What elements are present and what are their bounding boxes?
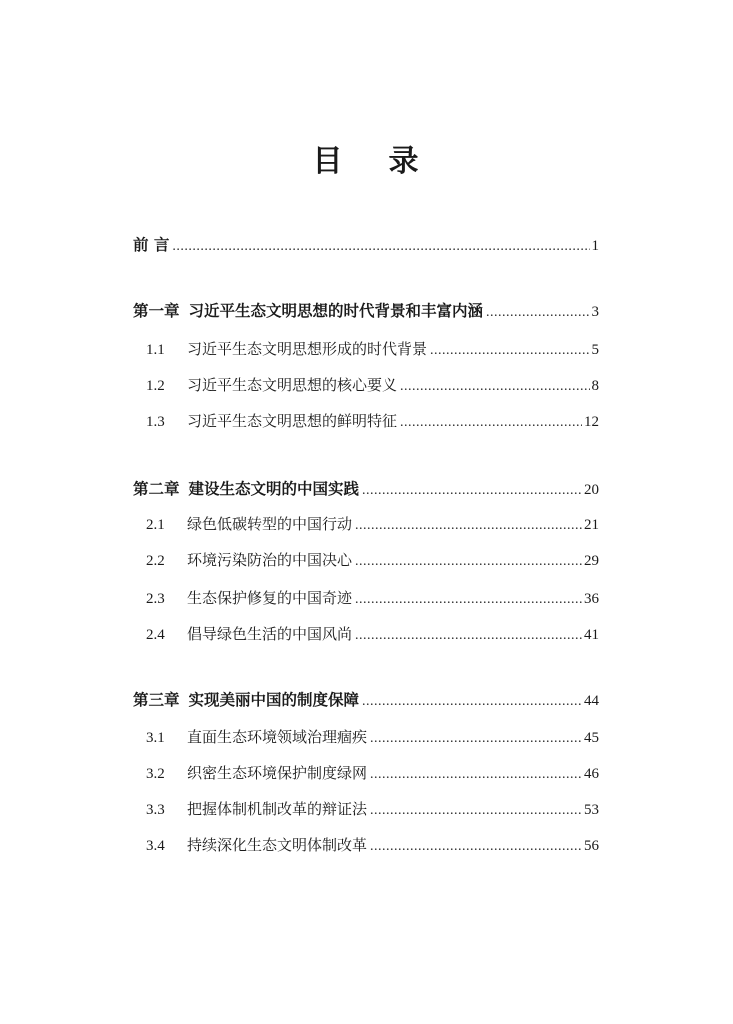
toc-entry-chapter-3[interactable] <box>133 688 599 712</box>
section-title: 习近平生态文明思想形成的时代背景 <box>187 340 428 358</box>
dot-leader <box>370 835 582 859</box>
section-title: 倡导绿色生活的中国风尚 <box>187 625 353 643</box>
section-number: 3.1 <box>146 730 165 746</box>
page-number: 20 <box>584 482 599 498</box>
toc-entry-section-2-2[interactable] <box>146 548 599 572</box>
page-number: 53 <box>584 802 599 818</box>
section-title: 生态保护修复的中国奇迹 <box>187 589 353 607</box>
dot-leader <box>370 799 582 823</box>
dot-leader <box>355 514 582 538</box>
toc-entry-section-1-2[interactable] <box>146 373 599 397</box>
chapter-title: 建设生态文明的中国实践 <box>188 479 360 498</box>
dot-leader <box>400 411 582 435</box>
dot-leader <box>362 690 582 714</box>
toc-entry-section-1-3[interactable] <box>146 409 599 433</box>
section-title: 直面生态环境领域治理痼疾 <box>187 728 368 746</box>
section-title: 习近平生态文明思想的核心要义 <box>187 376 398 394</box>
page-number: 12 <box>584 414 599 430</box>
dot-leader <box>355 550 582 574</box>
section-title: 织密生态环境保护制度绿网 <box>187 764 368 782</box>
toc-entry-section-3-3[interactable] <box>146 797 599 821</box>
section-title: 习近平生态文明思想的鲜明特征 <box>187 412 398 430</box>
section-number: 3.4 <box>146 838 165 854</box>
section-number: 3.2 <box>146 766 165 782</box>
title-char-1: 目 <box>312 144 345 179</box>
dot-leader <box>355 624 582 648</box>
page-number: 3 <box>591 304 599 320</box>
chapter-title: 习近平生态文明思想的时代背景和丰富内涵 <box>188 301 484 320</box>
section-number: 1.2 <box>146 378 165 394</box>
toc-entry-section-3-4[interactable] <box>146 833 599 857</box>
toc-entry-section-2-1[interactable] <box>146 512 599 536</box>
toc-entry-chapter-1[interactable] <box>133 299 599 323</box>
page-number: 45 <box>584 730 599 746</box>
chapter-number: 第一章 <box>133 301 180 320</box>
toc-entry-section-2-3[interactable] <box>146 586 599 610</box>
section-title: 把握体制机制改革的辩证法 <box>187 800 368 818</box>
toc-entry-section-2-4[interactable] <box>146 622 599 646</box>
dot-leader <box>362 479 582 503</box>
page-number: 36 <box>584 591 599 607</box>
dot-leader <box>370 763 582 787</box>
section-title: 绿色低碳转型的中国行动 <box>187 515 353 533</box>
toc-entry-preface[interactable] <box>133 233 599 257</box>
section-number: 2.1 <box>146 517 165 533</box>
page-number: 1 <box>591 238 599 254</box>
preface-label: 前 言 <box>133 235 170 254</box>
dot-leader <box>355 588 582 612</box>
page-number: 5 <box>591 342 599 358</box>
section-number: 2.2 <box>146 553 165 569</box>
page-number: 46 <box>584 766 599 782</box>
section-number: 2.4 <box>146 627 165 643</box>
dot-leader <box>172 235 589 259</box>
chapter-number: 第二章 <box>133 479 180 498</box>
toc-entry-section-3-2[interactable] <box>146 761 599 785</box>
page-number: 56 <box>584 838 599 854</box>
page-number: 44 <box>584 693 599 709</box>
title-char-2: 录 <box>388 144 421 179</box>
section-title: 环境污染防治的中国决心 <box>187 551 353 569</box>
section-title: 持续深化生态文明体制改革 <box>187 836 368 854</box>
page-number: 8 <box>591 378 599 394</box>
page-number: 41 <box>584 627 599 643</box>
chapter-number: 第三章 <box>133 690 180 709</box>
page-number: 21 <box>584 517 599 533</box>
section-number: 1.1 <box>146 342 165 358</box>
toc-entry-section-3-1[interactable] <box>146 725 599 749</box>
dot-leader <box>430 339 589 363</box>
dot-leader <box>400 375 589 399</box>
page-number: 29 <box>584 553 599 569</box>
section-number: 1.3 <box>146 414 165 430</box>
toc-entry-chapter-2[interactable] <box>133 477 599 501</box>
dot-leader <box>486 301 589 325</box>
dot-leader <box>370 727 582 751</box>
toc-entry-section-1-1[interactable] <box>146 337 599 361</box>
section-number: 2.3 <box>146 591 165 607</box>
chapter-title: 实现美丽中国的制度保障 <box>188 690 360 709</box>
section-number: 3.3 <box>146 802 165 818</box>
